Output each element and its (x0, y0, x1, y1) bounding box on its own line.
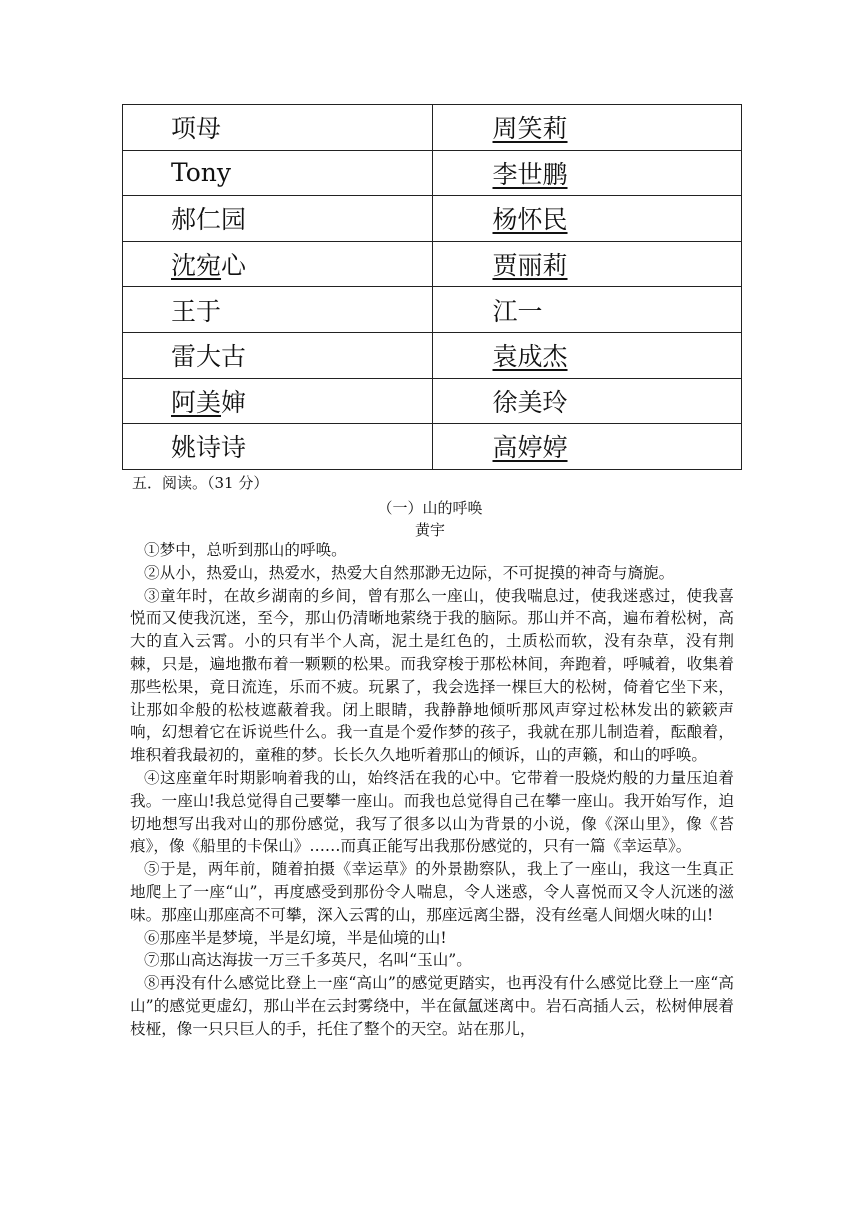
name-cell-right (432, 424, 742, 470)
plain-text: 郝仁园 (171, 205, 247, 235)
plain-text: 心 (221, 251, 247, 281)
underlined-text: 杨怀民 (492, 205, 568, 235)
name-cell-left (123, 424, 433, 470)
paragraph: ③童年时，在故乡湖南的乡间，曾有那么一座山，使我喘息过，使我迷惑过，使我喜悦而又使我沉迷，至今，那山仍清晰地萦绕于我的脑际。那山并不高，遍布着松树，高大的直入云霄。小的只有半个人高，泥土是红色的，土质松而软，没有杂草，没有荆棘，只是，遍地撒布着一颗颗的松果。而我穿梭于那松林间，奔跑着，呼喊着，收集着那些松果，竟日流连，乐而不疲。玩累了，我会选择一棵巨大的松树，倚着它坐下来，让那如伞般的松枝遮蔽着我。闭上眼睛，我静静地倾听那风声穿过松林发出的簌簌声响，幻想着它在诉说些什么。我一直是个爱作梦的孩子，我就在那儿制造着，酝酿着，堆积着我最初的，童稚的梦。长长久久地听着那山的倾诉，山的声籁，和山的呼唤。 (130, 586, 734, 765)
name-cell-left (123, 287, 433, 333)
plain-text: 项母 (171, 114, 222, 144)
name-cell-left (123, 150, 433, 196)
name-cell-right (432, 150, 742, 196)
name-cell-left (123, 332, 433, 378)
name-cell-left (123, 196, 433, 242)
paragraph: ①梦中，总听到那山的呼唤。 (144, 541, 347, 559)
paragraph: ④这座童年时期影响着我的山，始终活在我的心中。它带着一股烧灼般的力量压迫着我。一座山!我总觉得自己要攀一座山。而我也总觉得自己在攀一座山。我开始写作，迫切地想写出我对山的那份感觉，我写了很多以山为背景的小说，像《深山里》，像《苔痕》，像《船里的卡保山》……而真正能写出我那份感觉的，只有一篇《幸运草》。 (130, 768, 734, 856)
underlined-text: 贾丽莉 (492, 251, 568, 281)
table-row (123, 150, 742, 196)
name-cell-right (432, 287, 742, 333)
plain-text: 雷大古 (171, 342, 247, 372)
underlined-text: 沈宛 (171, 251, 222, 281)
table-row (123, 424, 742, 470)
paragraph: ⑥那座半是梦境，半是幻境，半是仙境的山! (144, 928, 447, 947)
underlined-text: 袁成杰 (492, 342, 568, 372)
plain-text: 江一 (492, 296, 543, 326)
underlined-text: 阿美 (171, 387, 222, 417)
paragraph: ②从小，热爱山，热爱水，热爱大自然那渺无边际，不可捉摸的神奇与旖旎。 (144, 563, 675, 582)
plain-text: 王于 (171, 296, 222, 326)
table-row (123, 241, 742, 287)
underlined-text: 周笑莉 (492, 114, 568, 144)
table-row (123, 287, 742, 333)
table-row (123, 378, 742, 424)
article-body (130, 539, 734, 1041)
name-cell-right (432, 196, 742, 242)
name-cell-right (432, 332, 742, 378)
article-title: （一）山的呼唤 (377, 499, 483, 517)
underlined-text: 李世鹏 (492, 159, 568, 189)
name-table (122, 104, 742, 470)
name-cell-left (123, 105, 433, 151)
name-cell-left (123, 378, 433, 424)
name-cell-left (123, 241, 433, 287)
paragraph: ⑤于是，两年前，随着拍摄《幸运草》的外景勘察队，我上了一座山，我这一生真正地爬上了一座“山”，再度感受到那份令人喘息，令人迷惑，令人喜悦而又令人沉迷的滋味。那座山那座高不可攀，深入云霄的山，那座远离尘器，没有丝毫人间烟火味的山! (130, 860, 734, 924)
section-heading: 五．阅读。（31 分） (132, 474, 269, 492)
plain-text: Tony (171, 158, 232, 188)
table-row (123, 196, 742, 242)
plain-text: 姚诗诗 (171, 433, 247, 463)
paragraph: ⑧再没有什么感觉比登上一座“高山”的感觉更踏实，也再没有什么感觉比登上一座“高山”的感觉更虚幻，那山半在云封雾绕中，半在氤氲迷离中。岩石高插人云，松树伸展着枝桠，像一只只巨人的手，托住了整个的天空。站在那儿， (130, 974, 734, 1038)
plain-text: 婶 (221, 387, 247, 417)
plain-text: 徐美玲 (492, 387, 568, 417)
name-cell-right (432, 105, 742, 151)
paragraph: ⑦那山高达海拔一万三千多英尺，名叫“玉山”。 (144, 951, 472, 970)
name-cell-right (432, 241, 742, 287)
article-author: 黄宇 (414, 521, 445, 539)
name-cell-right (432, 378, 742, 424)
table-row (123, 105, 742, 151)
table-row (123, 332, 742, 378)
underlined-text: 高婷婷 (492, 433, 568, 463)
